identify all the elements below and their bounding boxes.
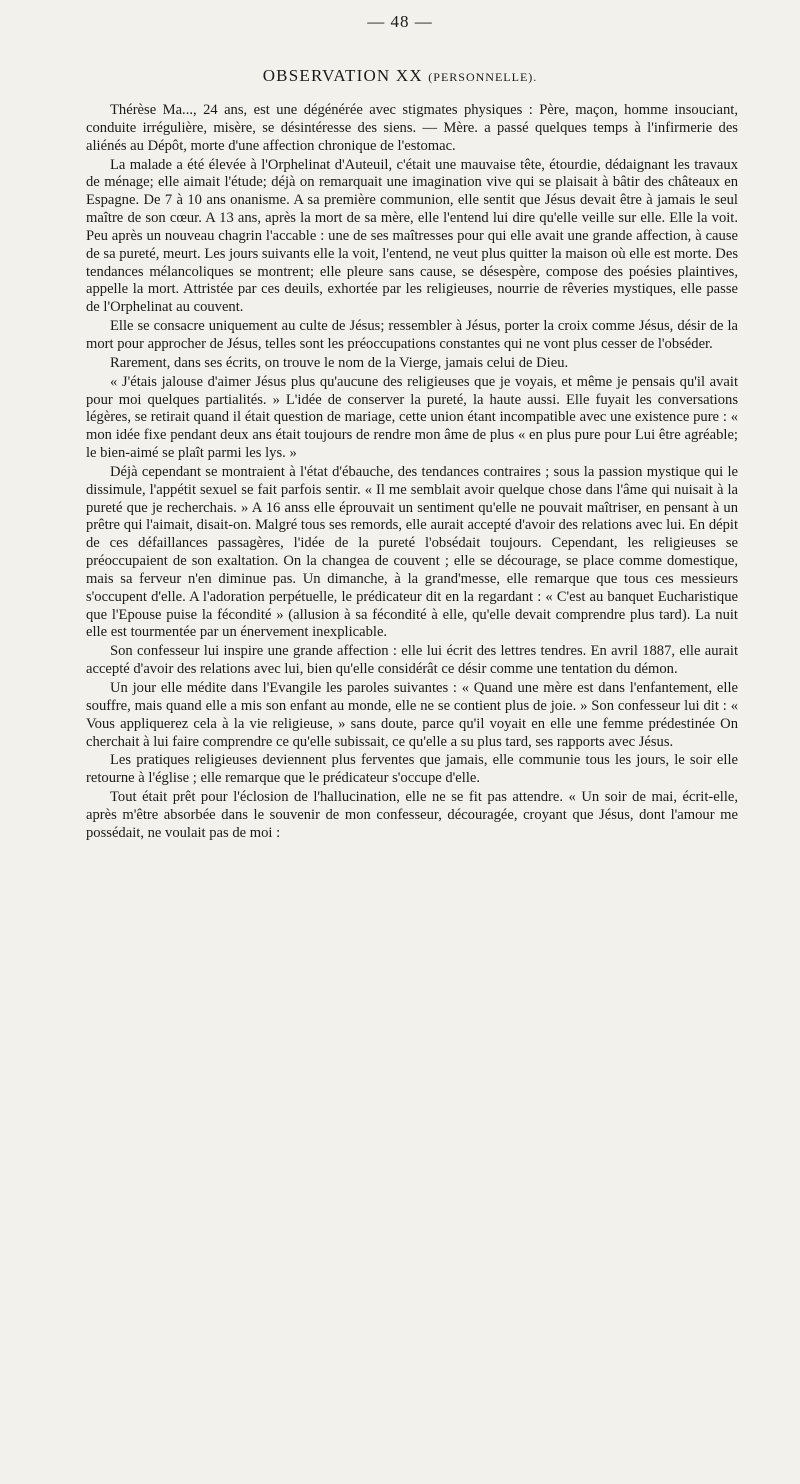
observation-title: OBSERVATION XX — [262, 66, 423, 85]
observation-heading — [0, 66, 800, 86]
paragraph: Déjà cependant se montraient à l'état d'ébauche, des tendances contraires ; sous la passion mystique qui le dissimule, l'appétit sexuel se fait parfois sentir. « Il me semblait avoir quelque chose dans l'âme qui nuisait à la pureté que je recherchais. » A 16 anss elle éprouvait un sentiment qu'elle ne pouvait maîtriser, en pensant à un prêtre qui l'aimait, disait-on. Malgré tous ses remords, elle aurait accepté d'avoir des relations avec lui. En dépit de ces défaillances passagères, l'idée de la pureté l'obsédait toujours. Cependant, les religieuses se préoccupaient de son exaltation. On la changea de couvent ; elle se décourage, se place comme domestique, mais sa ferveur n'en diminue pas. Un dimanche, à la grand'messe, elle remarque que tous ces messieurs s'occupent d'elle. A l'adoration perpétuelle, le prédicateur dit en la regardant : « C'est au banquet Eucharistique que l'Epouse puise la fécondité » (allusion à sa fécondité à elle, qu'elle devait comprendre plus tard). La nuit elle est tourmentée par un énervement inexplicable. — [86, 463, 738, 641]
paragraph: Un jour elle médite dans l'Evangile les paroles suivantes : « Quand une mère est dans l'enfantement, elle souffre, mais quand elle a mis son enfant au monde, elle ne se contient plus de joie. » Son confesseur lui dit : « Vous appliquerez cela à la vie religieuse, » sans doute, parce qu'il voyait en elle une femme prédestinée On cherchait à lui faire comprendre ce qu'elle subissait, ce qu'elle a su plus tard, ses rapports avec Jésus. — [86, 680, 738, 750]
paragraph: Les pratiques religieuses deviennent plus ferventes que jamais, elle communie tous les jours, le soir elle retourne à l'église ; elle remarque que le prédicateur s'occupe d'elle. — [86, 752, 738, 787]
page-number: — 48 — — [367, 12, 433, 31]
paragraph: Rarement, dans ses écrits, on trouve le nom de la Vierge, jamais celui de Dieu. — [110, 354, 569, 371]
paragraph: Thérèse Ma..., 24 ans, est une dégénérée avec stigmates physiques : Père, maçon, homme insouciant, conduite irrégulière, misère, se désintéresse des siens. — Mère. a passé quelques temps à l'infirmerie des aliénés au Dépôt, morte d'une affection chronique de l'estomac. — [86, 102, 738, 154]
paragraph: Tout était prêt pour l'éclosion de l'hallucination, elle ne se fit pas attendre. « Un soir de mai, écrit-elle, après m'être absorbée dans le souvenir de mon confesseur, découragée, croyant que Jésus, dont l'amour me possédait, ne voulait pas de moi : — [86, 789, 738, 841]
paragraph: Son confesseur lui inspire une grande affection : elle lui écrit des lettres tendres. En avril 1887, elle aurait accepté d'avoir des relations avec lui, bien qu'elle considérât ce désir comme une tentation du démon. — [86, 643, 738, 678]
paragraph: Elle se consacre uniquement au culte de Jésus; ressembler à Jésus, porter la croix comme Jésus, désir de la mort pour approcher de Jésus, telles sont les préoccupations constantes qui ne vont plus cesser de l'obséder. — [86, 318, 738, 352]
body-text — [86, 102, 738, 843]
paragraph: « J'étais jalouse d'aimer Jésus plus qu'aucune des religieuses que je voyais, et même je pensais qu'il avait pour moi quelques partialités. » L'idée de conserver la pureté, la haute aussi. Elle fuyait les conversations légères, se retirait quand il était question de mariage, cette union étant incompatible avec une existence pure : « mon idée fixe pendant deux ans était toujours de rendre mon âme de plus « en plus pure pour Lui être agréable; le bien-aimé se plaît parmi les lys. » — [86, 373, 738, 462]
observation-subtitle: (PERSONNELLE). — [428, 70, 538, 84]
paragraph: La malade a été élevée à l'Orphelinat d'Auteuil, c'était une mauvaise tête, étourdie, dédaignant les travaux de ménage; elle aimait l'étude; déjà on remarquait une imagination vive qui se plaisait à bâtir des châteaux en Espagne. De 7 à 10 ans onanisme. A sa première communion, elle sentit que Jésus devait être à jamais le seul maître de son cœur. A 13 ans, après la mort de sa mère, elle l'entend lui dire qu'elle veille sur elle. Elle la voit. Peu après un nouveau chagrin l'accable : une de ses maîtresses pour qui elle avait une grande affection, à cause de sa pureté, meurt. Les jours suivants elle la voit, l'entend, ne veut plus quitter la maison où elle est morte. Des tendances mélancoliques se montrent; elle pleure sans cause, se désespère, compose des poésies plaintives, appelle la mort. Attristée par ces deuils, exhortée par les religieuses, nourrie de rêveries mystiques, elle passe de l'Orphelinat au couvent. — [86, 156, 738, 316]
